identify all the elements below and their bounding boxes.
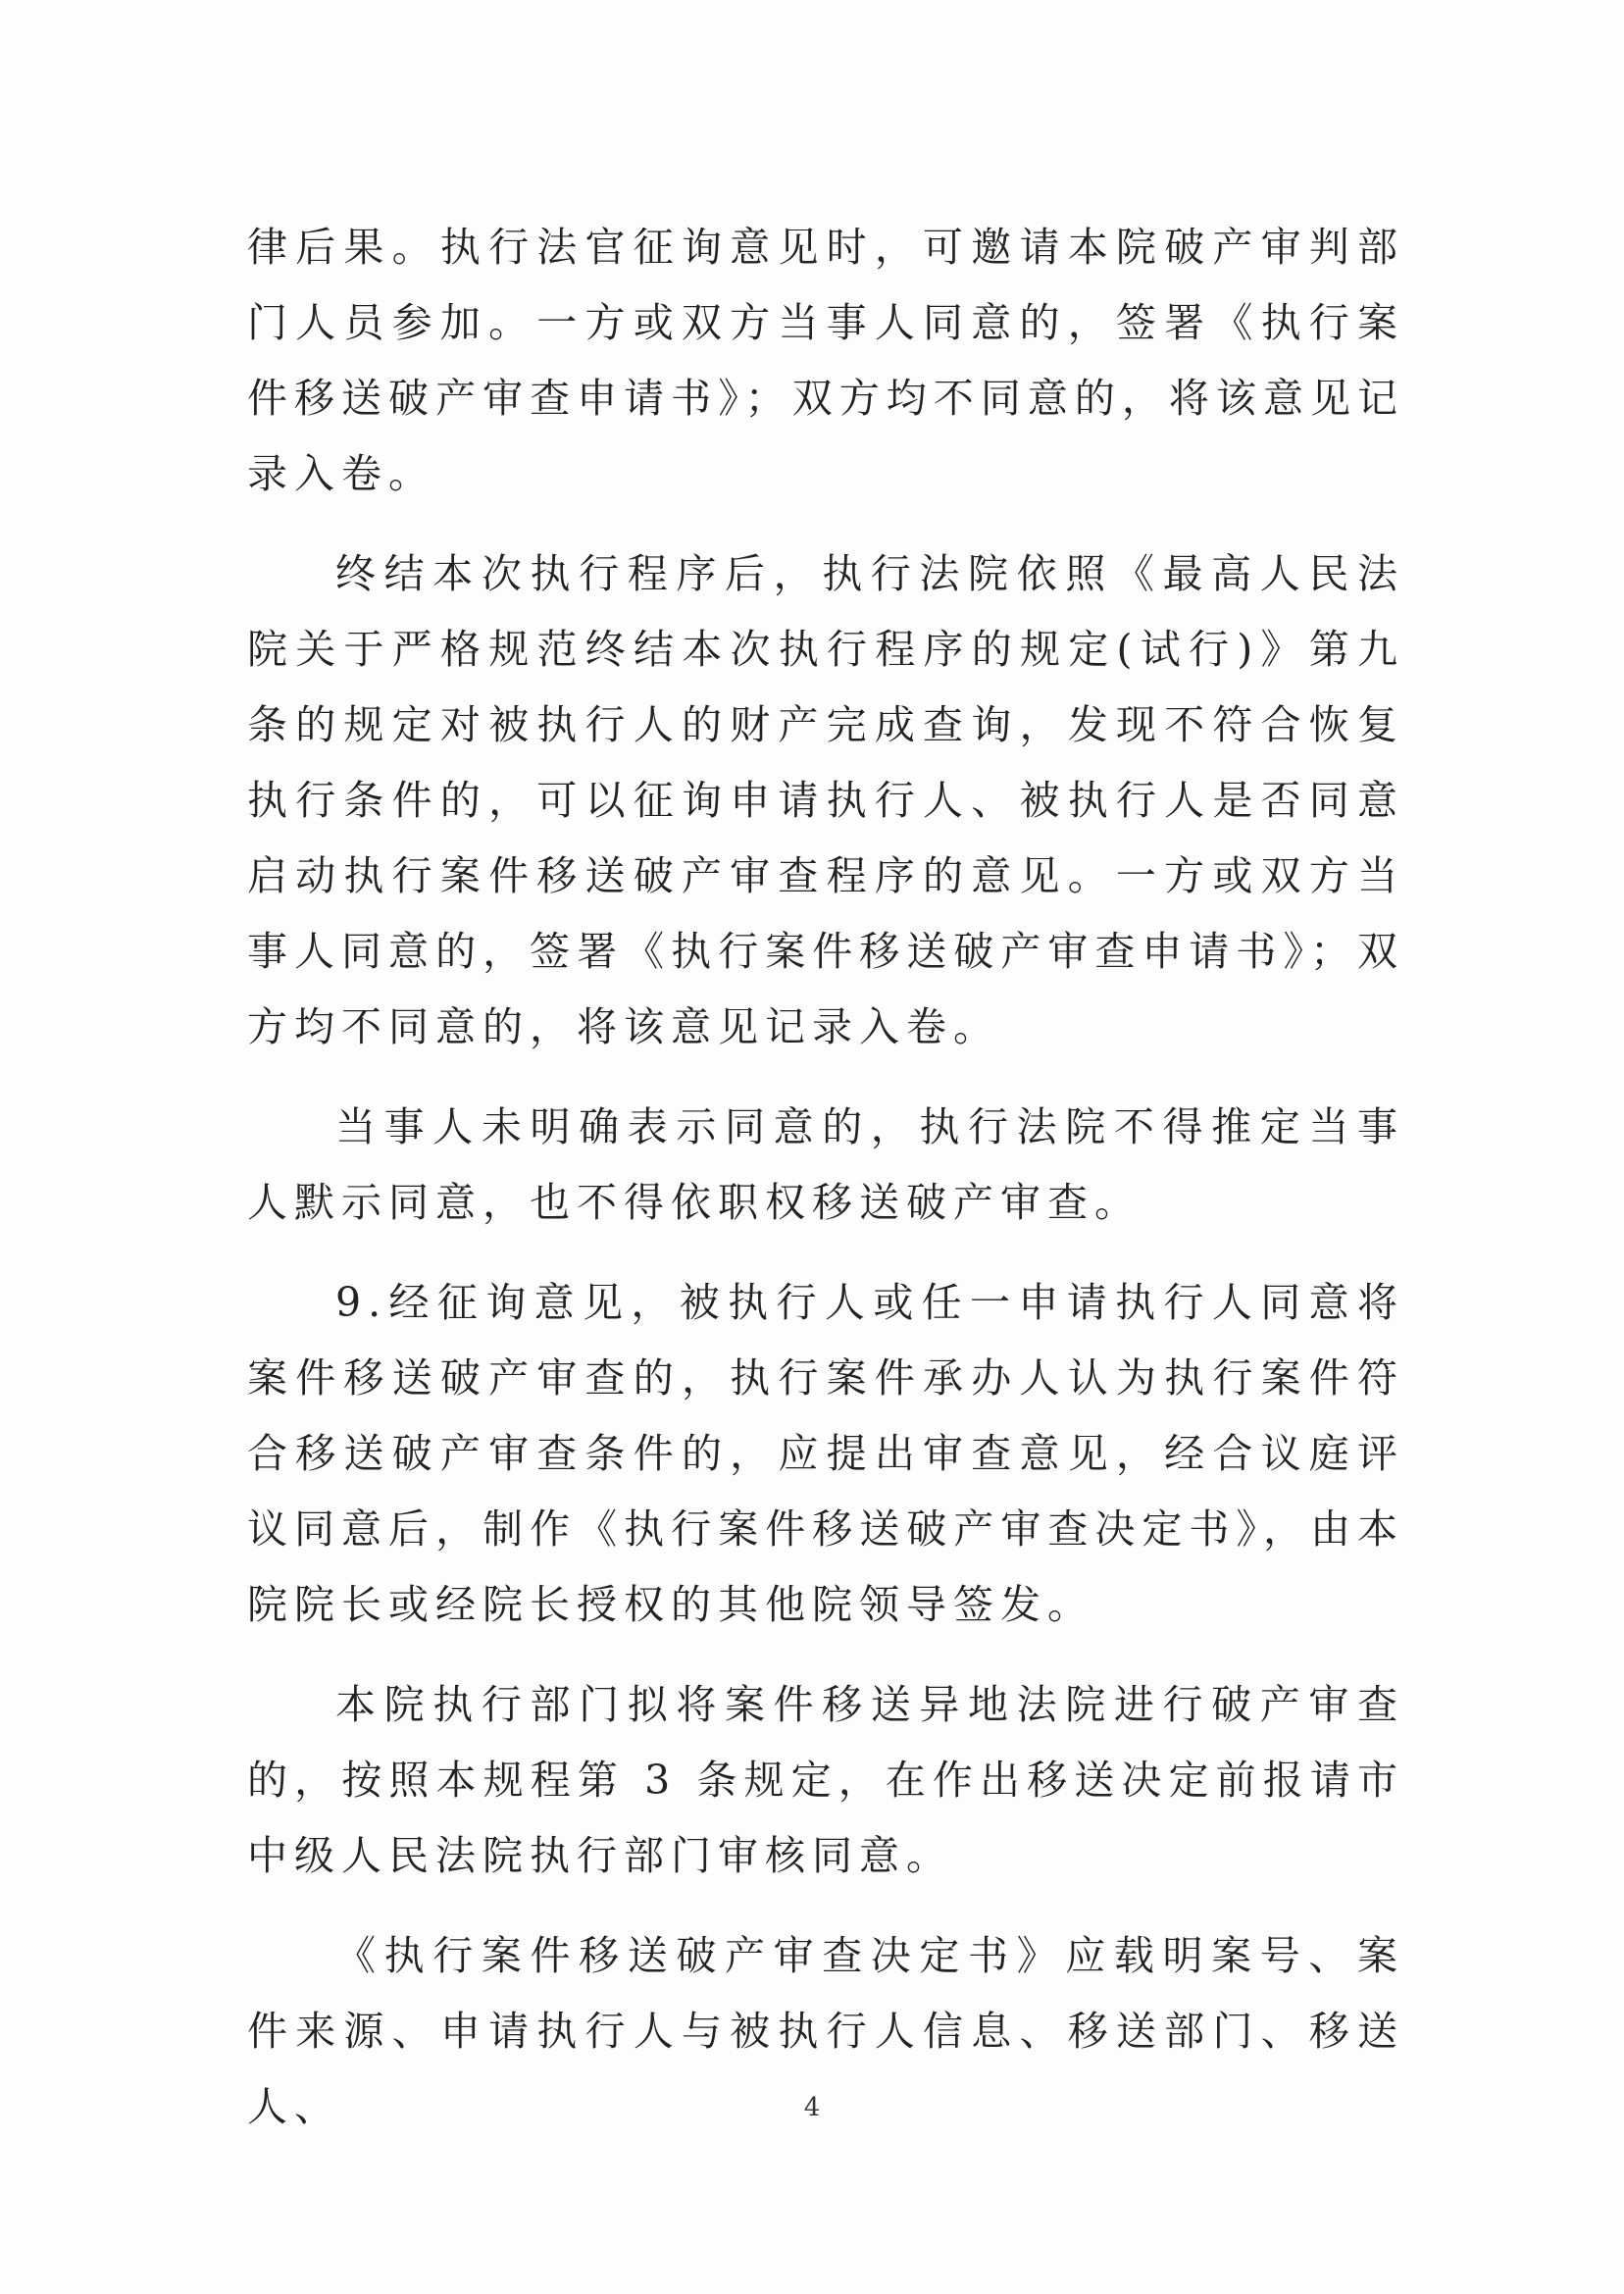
- paragraph-2: 终结本次执行程序后，执行法院依照《最高人民法院关于严格规范终结本次执行程序的规定(试行)》第九条的规定对被执行人的财产完成查询，发现不符合恢复执行条件的，可以征询申请执行人、被执行人是否同意启动执行案件移送破产审查程序的意见。一方或双方当事人同意的，签署《执行案件移送破产审查申请书》；双方均不同意的，将该意见记录入卷。: [247, 550, 1404, 1050]
- document-body: [247, 210, 1404, 2169]
- paragraph-5: 本院执行部门拟将案件移送异地法院进行破产审查的，按照本规程第 3 条规定，在作出移送决定前报请市中级人民法院执行部门审核同意。: [247, 1681, 1404, 1879]
- paragraph-1: 律后果。执行法官征询意见时，可邀请本院破产审判部门人员参加。一方或双方当事人同意的，签署《执行案件移送破产审查申请书》；双方均不同意的，将该意见记录入卷。: [247, 224, 1404, 497]
- paragraph-6: 《执行案件移送破产审查决定书》应载明案号、案件来源、申请执行人与被执行人信息、移送部门、移送人、: [247, 1932, 1404, 2130]
- page-number: 4: [803, 2093, 821, 2122]
- paragraph-3: 当事人未明确表示同意的，执行法院不得推定当事人默示同意，也不得依职权移送破产审查。: [247, 1103, 1404, 1226]
- paragraph-4: 9.经征询意见，被执行人或任一申请执行人同意将案件移送破产审查的，执行案件承办人认为执行案件符合移送破产审查条件的，应提出审查意见，经合议庭评议同意后，制作《执行案件移送破产审查决定书》，由本院院长或经院长授权的其他院领导签发。: [247, 1279, 1404, 1628]
